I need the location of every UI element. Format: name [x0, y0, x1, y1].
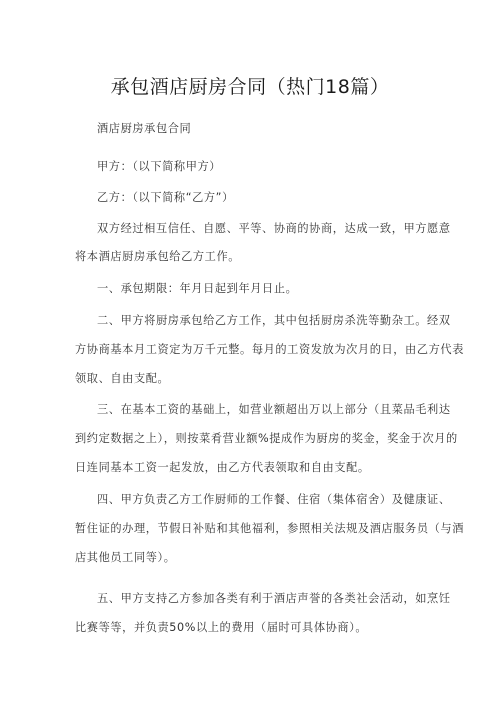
- contract-subtitle: 酒店厨房承包合同: [97, 122, 192, 135]
- clause-5-line: 五、甲方支持乙方参加各类有利于酒店声誉的各类社会活动，如烹饪: [97, 592, 451, 605]
- clause-2-line: 领取、自由支配。: [75, 372, 170, 385]
- clause-4-line: 暂住证的办理，节假日补贴和其他福利，参照相关法规及酒店服务员（与酒: [75, 522, 464, 535]
- intro-line: 将本酒店厨房承包给乙方工作。: [75, 250, 241, 263]
- clause-4-line: 四、甲方负责乙方工作厨师的工作餐、住宿（集体宿舍）及健康证、: [97, 493, 451, 506]
- clause-2-line: 二、甲方将厨房承包给乙方工作，其中包括厨房杀洗等勤杂工。经双: [97, 314, 451, 327]
- clause-2-line: 方协商基本月工资定为万千元整。每月的工资发放为次月的日，由乙方代表: [75, 343, 464, 356]
- clause-1-line: 一、承包期限：年月日起到年月日止。: [97, 282, 298, 295]
- clause-4-line: 店其他员工同等）。: [75, 551, 176, 564]
- clause-3-line: 三、在基本工资的基础上，如营业额超出万以上部分（且菜品毛利达: [97, 403, 451, 416]
- clause-3-line: 到约定数据之上），则按菜肴营业额%提成作为厨房的奖金，奖金于次月的: [75, 432, 458, 445]
- party-a-line: 甲方：（以下简称甲方）: [97, 160, 222, 173]
- clause-5-line: 比赛等等，并负责50%以上的费用（届时可具体协商）。: [75, 621, 368, 634]
- document-title: 承包酒店厨房合同（热门18篇）: [110, 76, 390, 98]
- intro-line: 双方经过相互信任、自愿、平等、协商的协商，达成一致，甲方愿意: [97, 222, 451, 235]
- party-b-line: 乙方：（以下简称“乙方”）: [97, 191, 234, 204]
- clause-3-line: 日连同基本工资一起发放，由乙方代表领取和自由支配。: [75, 461, 370, 474]
